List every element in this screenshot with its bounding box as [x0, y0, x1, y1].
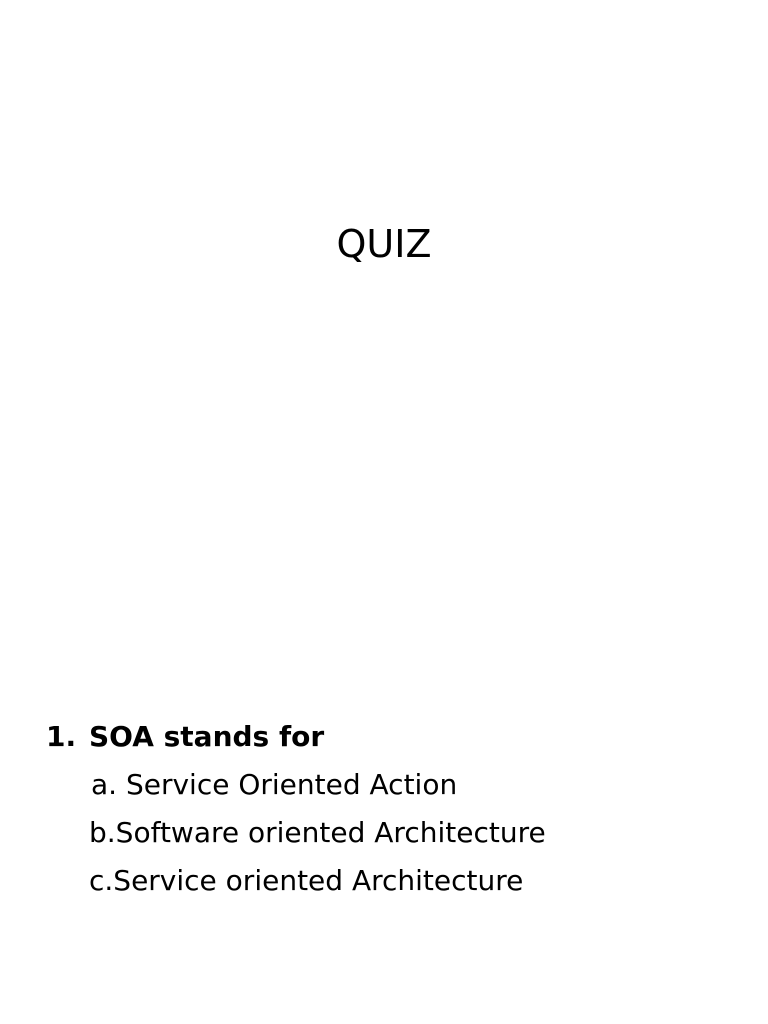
- option-b: b.Software oriented Architecture: [89, 816, 546, 849]
- page-title: QUIZ: [336, 222, 432, 266]
- option-a: a. Service Oriented Action: [91, 768, 458, 801]
- question-1: [46, 718, 324, 756]
- question-number: 1.: [46, 720, 77, 753]
- option-c: c.Service oriented Architecture: [89, 864, 524, 897]
- question-text: SOA stands for: [89, 720, 325, 753]
